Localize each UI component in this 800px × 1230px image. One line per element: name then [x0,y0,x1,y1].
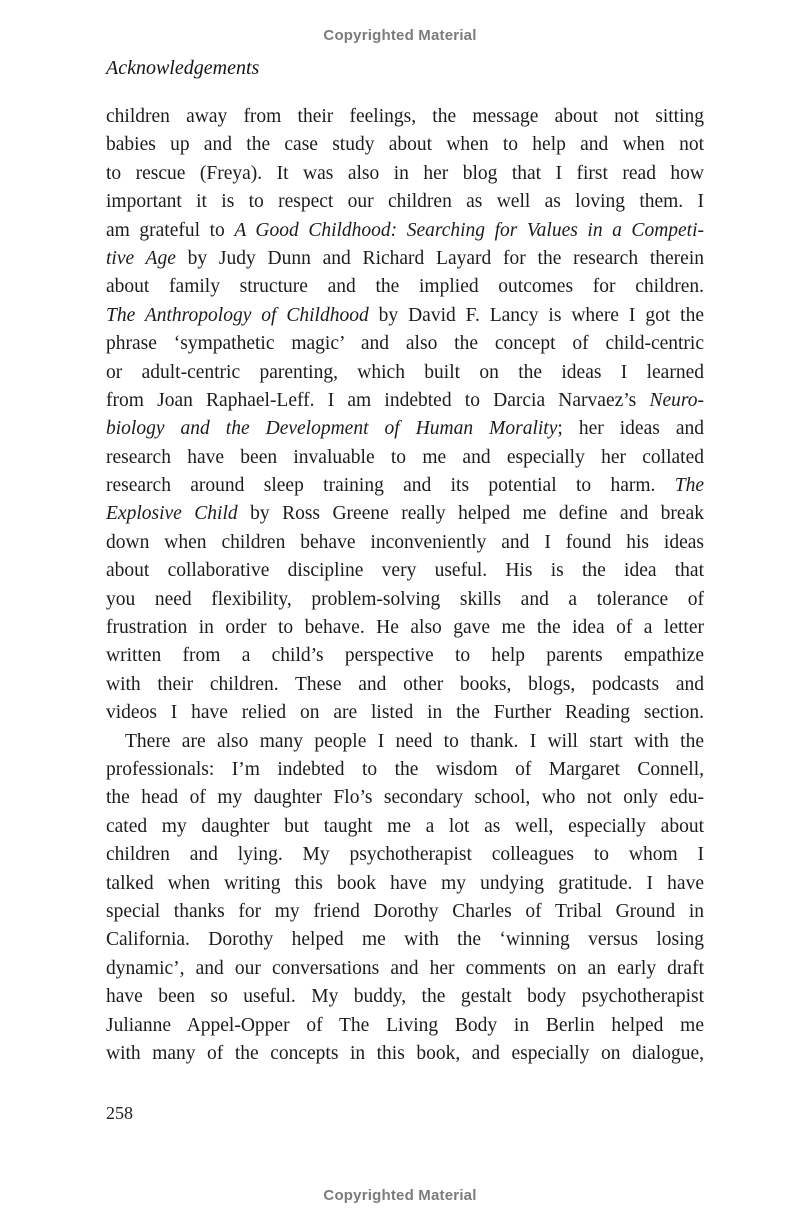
text-segment: with their children. These and other books, blogs, podcasts and [106,673,704,695]
text-line [106,926,704,954]
italic-text-segment: A Good Childhood: Searching for Values in a Competi- [234,219,704,241]
italic-text-segment: biology and the Development of Human Morality [106,418,558,440]
text-segment: have been so useful. My buddy, the gestalt body psychotherapist [106,986,704,1008]
text-line [106,955,704,983]
text-line [106,103,704,131]
text-segment: to rescue (Freya). It was also in her blog that I first read how [106,162,704,184]
text-segment: videos I have relied on are listed in the Further Reading section. [106,702,704,724]
copyright-watermark-top: Copyrighted Material [323,27,477,44]
text-segment: dynamic’, and our conversations and her comments on an early draft [106,957,704,979]
text-line [106,444,704,472]
text-segment: children and lying. My psychotherapist colleagues to whom I [106,844,704,866]
italic-text-segment: The [674,475,704,497]
copyright-watermark-bottom: Copyrighted Material [323,1187,477,1204]
text-segment: am grateful to [106,219,235,241]
text-segment: with many of the concepts in this book, and especially on dialogue, [106,1042,704,1064]
italic-text-segment: Explosive Child [106,503,238,525]
text-segment: you need flexibility, problem-solving skills and a tolerance of [106,588,704,610]
text-line [106,642,704,670]
text-line [106,273,704,301]
text-segment: written from a child’s perspective to help parents empathize [106,645,704,667]
text-line [106,415,704,443]
page-number: 258 [106,1103,133,1123]
text-line [106,529,704,557]
text-line [106,671,704,699]
text-segment: research around sleep training and its potential to harm. [106,475,675,497]
text-segment: by Judy Dunn and Richard Layard for the research therein [175,247,704,269]
text-segment: frustration in order to behave. He also gave me the idea of a letter [106,617,704,639]
italic-text-segment: Neuro- [649,389,704,411]
text-line [106,870,704,898]
text-segment: about collaborative discipline very useful. His is the idea that [106,560,704,582]
text-line [106,813,704,841]
text-segment: children away from their feelings, the message about not sitting [106,106,704,127]
italic-text-segment: The Anthropology of Childhood [106,304,369,326]
text-line [106,500,704,528]
text-segment: phrase ‘sympathetic magic’ and also the concept of child-centric [106,333,704,355]
text-line [106,330,704,358]
body-text [106,103,704,1068]
text-segment: from Joan Raphael-Leff. I am indebted to Darcia Narvaez’s [106,389,650,411]
text-segment: down when children behave inconveniently and I found his ideas [106,531,704,553]
text-line [106,586,704,614]
text-line [106,472,704,500]
text-segment: by David F. Lancy is where I got the [368,304,704,326]
text-line [106,784,704,812]
text-line [106,983,704,1011]
text-line [106,898,704,926]
text-line [106,756,704,784]
text-line [106,188,704,216]
text-line [106,699,704,727]
text-segment: important it is to respect our children as well as loving them. I [106,191,704,213]
running-header: Acknowledgements [106,57,260,79]
text-line [106,302,704,330]
text-line [106,614,704,642]
text-line [106,217,704,245]
text-segment: babies up and the case study about when to help and when not [106,134,704,156]
text-line [106,728,704,756]
text-segment: professionals: I’m indebted to the wisdom of Margaret Connell, [106,758,704,780]
text-segment: research have been invaluable to me and especially her collated [106,446,704,468]
text-line [106,131,704,159]
italic-text-segment: tive Age [106,247,176,269]
text-line [106,387,704,415]
text-segment: by Ross Greene really helped me define and break [237,503,704,525]
text-line [106,1040,704,1068]
text-segment: California. Dorothy helped me with the ‘winning versus losing [106,929,704,951]
text-segment: Julianne Appel-Opper of The Living Body in Berlin helped me [106,1014,704,1036]
text-segment: talked when writing this book have my undying gratitude. I have [106,872,704,894]
text-segment: ; her ideas and [557,418,704,440]
text-segment: special thanks for my friend Dorothy Charles of Tribal Ground in [106,900,704,922]
text-line [106,160,704,188]
text-segment: about family structure and the implied outcomes for children. [106,276,704,298]
text-segment: cated my daughter but taught me a lot as well, especially about [106,815,704,837]
text-line [106,245,704,273]
text-segment: the head of my daughter Flo’s secondary school, who not only edu- [106,787,704,809]
text-line [106,1012,704,1040]
text-line [106,841,704,869]
text-segment: There are also many people I need to thank. I will start with the [125,730,704,752]
text-line [106,557,704,585]
text-segment: or adult-centric parenting, which built on the ideas I learned [106,361,704,383]
text-line [106,359,704,387]
